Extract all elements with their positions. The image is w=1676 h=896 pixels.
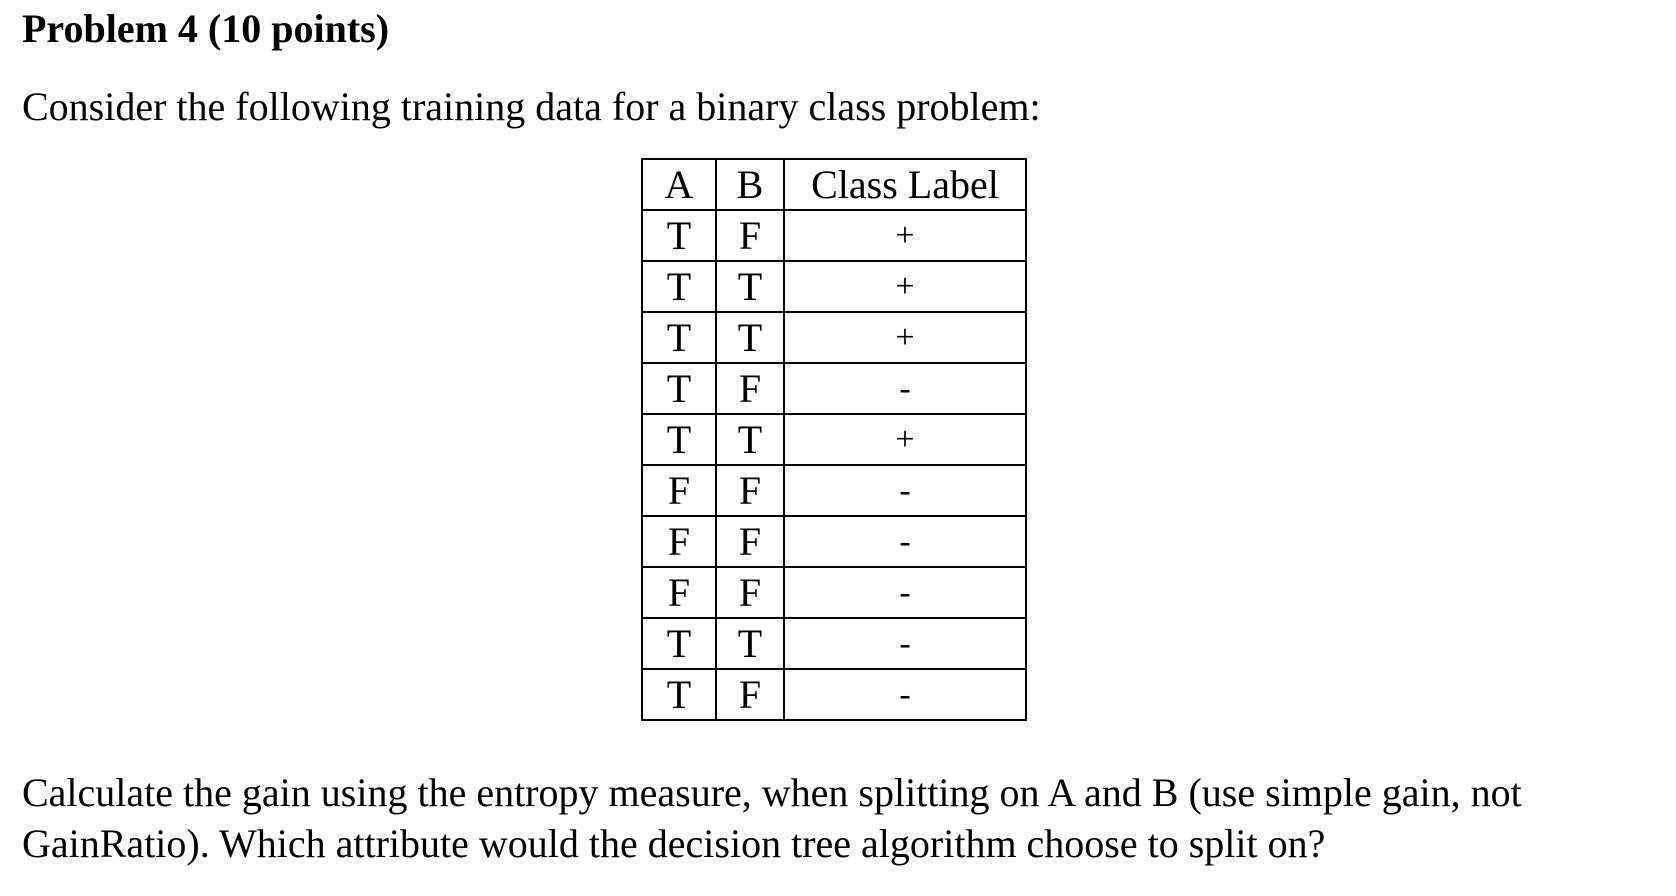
table-row: [642, 567, 1026, 618]
table-body: [642, 210, 1026, 720]
cell-b: T: [716, 414, 784, 465]
cell-class-label: -: [784, 669, 1026, 720]
table-row: [642, 669, 1026, 720]
cell-b: F: [716, 210, 784, 261]
cell-a: F: [642, 516, 716, 567]
column-header-b: B: [716, 159, 784, 210]
cell-class-label: -: [784, 363, 1026, 414]
cell-b: F: [716, 363, 784, 414]
problem-intro: Consider the following training data for a binary class problem:: [22, 84, 1041, 129]
cell-a: T: [642, 363, 716, 414]
cell-a: F: [642, 567, 716, 618]
cell-a: T: [642, 669, 716, 720]
cell-a: T: [642, 414, 716, 465]
cell-class-label: -: [784, 567, 1026, 618]
cell-a: T: [642, 210, 716, 261]
cell-a: T: [642, 261, 716, 312]
cell-class-label: -: [784, 516, 1026, 567]
cell-a: T: [642, 312, 716, 363]
cell-class-label: -: [784, 465, 1026, 516]
table-header: [642, 159, 1026, 210]
table-row: [642, 363, 1026, 414]
column-header-a: A: [642, 159, 716, 210]
table-row: [642, 618, 1026, 669]
cell-b: T: [716, 261, 784, 312]
cell-a: T: [642, 618, 716, 669]
table-row: [642, 465, 1026, 516]
cell-class-label: +: [784, 210, 1026, 261]
cell-b: F: [716, 516, 784, 567]
cell-class-label: +: [784, 312, 1026, 363]
cell-b: F: [716, 669, 784, 720]
cell-b: T: [716, 312, 784, 363]
training-data-table: [641, 158, 1027, 721]
problem-question: Calculate the gain using the entropy measure, when splitting on A and B (use simple gain, not GainRatio). Which attribute would the decision tree algorithm choose to split on?: [22, 770, 1522, 866]
cell-b: F: [716, 465, 784, 516]
table-row: [642, 312, 1026, 363]
cell-b: T: [716, 618, 784, 669]
cell-class-label: +: [784, 261, 1026, 312]
cell-class-label: -: [784, 618, 1026, 669]
problem-heading: Problem 4 (10 points): [22, 6, 390, 51]
column-header-class-label: Class Label: [784, 159, 1026, 210]
cell-class-label: +: [784, 414, 1026, 465]
cell-b: F: [716, 567, 784, 618]
table-row: [642, 516, 1026, 567]
table-row: [642, 210, 1026, 261]
table-header-row: [642, 159, 1026, 210]
table-row: [642, 414, 1026, 465]
table-row: [642, 261, 1026, 312]
cell-a: F: [642, 465, 716, 516]
